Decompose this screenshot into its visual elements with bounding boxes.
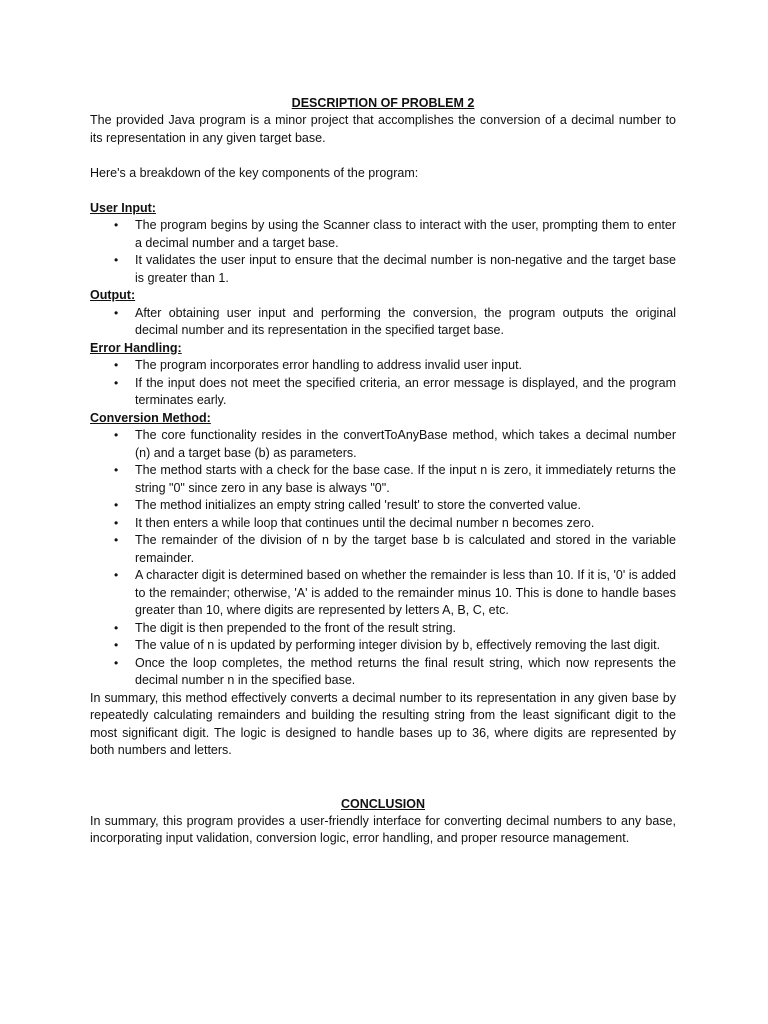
spacer <box>90 760 676 795</box>
list-item-text: The program incorporates error handling to address invalid user input. <box>135 358 523 372</box>
bullet-icon: • <box>114 218 119 232</box>
section-heading: Output: <box>90 288 136 302</box>
bullet-icon: • <box>114 305 119 320</box>
document-page <box>90 94 676 848</box>
list-item-text: It validates the user input to ensure that the decimal number is non-negative and the target base is greater than 1. <box>135 253 676 285</box>
list-item-text: A character digit is determined based on whether the remainder is less than 10. If it is, '0' is added to the remainder; otherwise, 'A' is added to the remainder minus 10. This is done to handle bases greater than 10, where digits are represented by letters A, B, C, etc. <box>135 568 676 617</box>
bullet-list <box>90 357 676 410</box>
bullet-list <box>90 427 676 690</box>
list-item <box>90 427 676 462</box>
list-item-text: If the input does not meet the specified criteria, an error message is displayed, and the program terminates early. <box>135 375 676 407</box>
bullet-icon: • <box>114 620 119 635</box>
bullet-icon: • <box>114 375 119 390</box>
list-item <box>90 375 676 410</box>
list-item-text: The digit is then prepended to the front of the result string. <box>135 620 457 635</box>
bullet-icon: • <box>114 253 119 267</box>
list-item <box>90 532 676 567</box>
conclusion-paragraph: In summary, this program provides a user-friendly interface for converting decimal numbers to any base, incorporating input validation, conversion logic, error handling, and proper resource management. <box>90 813 676 845</box>
breakdown-paragraph: Here's a breakdown of the key components of the program: <box>90 165 419 180</box>
list-item-text: The remainder of the division of n by the target base b is calculated and stored in the variable remainder. <box>135 533 676 565</box>
document-title: DESCRIPTION OF PROBLEM 2 <box>291 96 475 110</box>
section-user-input <box>90 200 676 288</box>
list-item <box>90 305 676 340</box>
section-heading: Conversion Method: <box>90 410 211 425</box>
intro-paragraph: The provided Java program is a minor project that accomplishes the conversion of a decimal number to its representation in any given target base. <box>90 113 676 145</box>
list-item <box>90 637 676 655</box>
bullet-icon: • <box>114 358 119 372</box>
section-heading: User Input: <box>90 200 156 215</box>
list-item <box>90 620 676 638</box>
section-output <box>90 287 676 340</box>
section-conversion-method <box>90 410 676 690</box>
conclusion-title: CONCLUSION <box>340 796 426 811</box>
list-item-text: The method initializes an empty string called 'result' to store the converted value. <box>135 498 581 512</box>
bullet-list <box>90 305 676 340</box>
section-heading: Error Handling: <box>90 340 182 355</box>
list-item-text: The program begins by using the Scanner class to interact with the user, prompting them to enter a decimal number and a target base. <box>135 218 676 250</box>
list-item-text: After obtaining user input and performing the conversion, the program outputs the original decimal number and its representation in the specified target base. <box>135 305 676 337</box>
list-item <box>90 357 676 375</box>
list-item <box>90 515 676 533</box>
spacer <box>90 147 676 165</box>
list-item <box>90 252 676 287</box>
bullet-icon: • <box>114 568 119 582</box>
list-item <box>90 462 676 497</box>
list-item-text: The value of n is updated by performing integer division by b, effectively removing the last digit. <box>135 638 661 652</box>
bullet-icon: • <box>114 655 119 670</box>
bullet-icon: • <box>114 638 119 652</box>
list-item <box>90 567 676 620</box>
list-item-text: The method starts with a check for the base case. If the input n is zero, it immediately returns the string "0" since zero in any base is always "0". <box>135 463 676 495</box>
bullet-icon: • <box>114 533 119 547</box>
list-item <box>90 217 676 252</box>
list-item-text: The core functionality resides in the convertToAnyBase method, which takes a decimal number (n) and a target base (b) as parameters. <box>135 428 676 460</box>
summary-paragraph: In summary, this method effectively converts a decimal number to its representation in any given base by repeatedly calculating remainders and building the resulting string from the least significant digit to the most significant digit. The logic is designed to handle bases up to 36, where digits are represented by both numbers and letters. <box>90 690 676 757</box>
bullet-list <box>90 217 676 287</box>
bullet-icon: • <box>114 463 119 477</box>
list-item <box>90 655 676 690</box>
list-item <box>90 497 676 515</box>
section-error-handling <box>90 340 676 410</box>
spacer <box>90 182 676 200</box>
list-item-text: Once the loop completes, the method returns the final result string, which now represents the decimal number n in the specified base. <box>135 655 676 687</box>
bullet-icon: • <box>114 498 119 512</box>
list-item-text: It then enters a while loop that continues until the decimal number n becomes zero. <box>135 515 595 530</box>
bullet-icon: • <box>114 515 119 530</box>
bullet-icon: • <box>114 428 119 442</box>
